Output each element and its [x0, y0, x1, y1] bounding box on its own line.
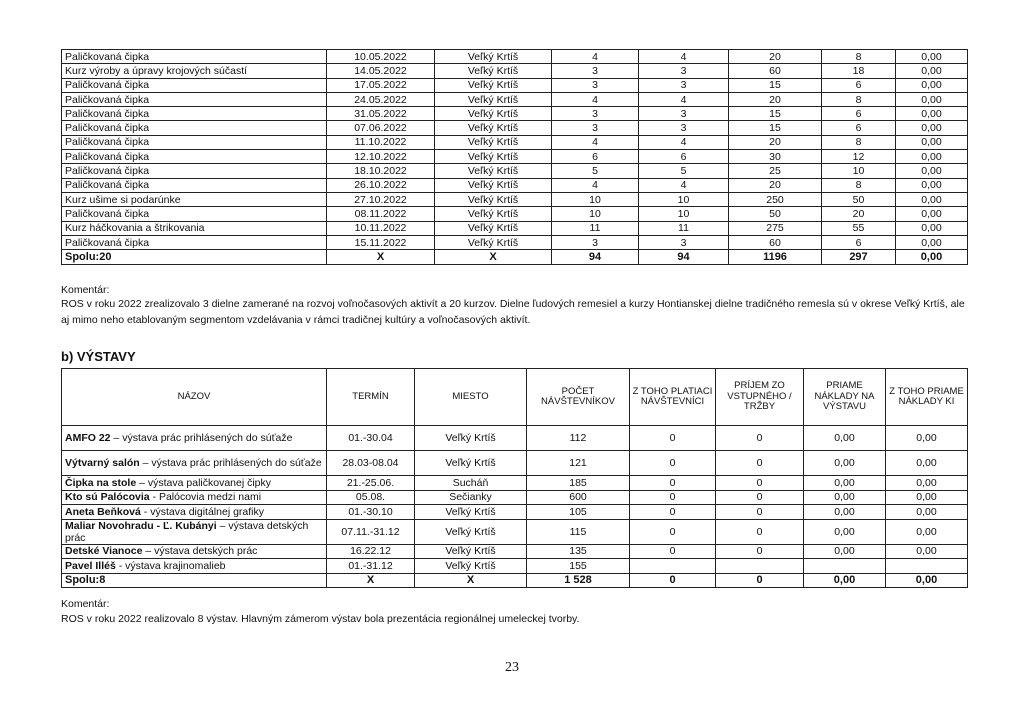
courses-comment-text: ROS v roku 2022 zrealizovalo 3 dielne zamerané na rozvoj voľnočasových aktivít a 20 kurzov. Dielne ľudových remesiel a kurzy Hontianskej dielne tradičného remesla sú v okrese Veľký Krtíš, ale aj mimo neho etablovaným segmentom vzdelávania v rámci tradičnej kultúry a voľnočasových aktivít.: [61, 298, 965, 326]
exhibition-ki-cell: 0,00: [886, 519, 968, 544]
exhibition-visitors-cell: 121: [527, 451, 630, 476]
exhibition-title: Maliar Novohradu - Ľ. Kubányi: [65, 519, 217, 532]
course-total-cell: 94: [552, 250, 639, 265]
course-c2-cell: 11: [639, 221, 729, 235]
course-c4-cell: 8: [822, 50, 896, 64]
course-c2-cell: 3: [639, 64, 729, 78]
exhibition-visitors-cell: 112: [527, 426, 630, 451]
table-row: [62, 150, 968, 164]
course-c4-cell: 8: [822, 178, 896, 192]
course-date-cell: 31.05.2022: [327, 107, 435, 121]
course-date-cell: 10.05.2022: [327, 50, 435, 64]
course-c4-cell: 18: [822, 64, 896, 78]
exhibition-name-cell: [62, 519, 327, 544]
exhibition-name-cell: [62, 426, 327, 451]
course-c3-cell: 20: [729, 178, 822, 192]
table-row: [62, 192, 968, 206]
course-date-cell: 12.10.2022: [327, 150, 435, 164]
course-c1-cell: 4: [552, 50, 639, 64]
exhibition-total-cell: Spolu:8: [62, 573, 327, 588]
exhibition-paying-cell: 0: [630, 544, 716, 559]
table-row: [62, 476, 968, 491]
table-row: [62, 135, 968, 149]
table-row: [62, 490, 968, 505]
exhibition-ki-cell: 0,00: [886, 451, 968, 476]
course-place-cell: Veľký Krtíš: [435, 221, 552, 235]
table-row: [62, 235, 968, 249]
exhibition-costs-cell: 0,00: [804, 476, 886, 491]
course-name-cell: Paličkovaná čipka: [62, 121, 327, 135]
exhibition-term-cell: 28.03-08.04: [327, 451, 415, 476]
exhibition-income-cell: [716, 559, 804, 574]
course-c1-cell: 3: [552, 121, 639, 135]
table-row: [62, 121, 968, 135]
course-place-cell: Veľký Krtíš: [435, 164, 552, 178]
exhibition-income-cell: 0: [716, 476, 804, 491]
exhibition-place-cell: Sucháň: [415, 476, 527, 491]
courses-total-row: [62, 250, 968, 265]
exhibition-income-cell: 0: [716, 544, 804, 559]
course-c4-cell: 20: [822, 207, 896, 221]
exhibition-visitors-cell: 185: [527, 476, 630, 491]
exhibition-title: Výtvarný salón: [65, 457, 140, 469]
exhibition-visitors-cell: 115: [527, 519, 630, 544]
exhibitions-table: [61, 368, 968, 588]
exhibition-place-cell: Veľký Krtíš: [415, 519, 527, 544]
course-c5-cell: 0,00: [896, 150, 968, 164]
exhibition-title: Kto sú Palócovia: [65, 491, 150, 504]
course-c2-cell: 3: [639, 78, 729, 92]
table-row: [62, 221, 968, 235]
course-c1-cell: 4: [552, 92, 639, 106]
course-c1-cell: 4: [552, 135, 639, 149]
exhibition-paying-cell: 0: [630, 426, 716, 451]
course-c5-cell: 0,00: [896, 135, 968, 149]
course-c4-cell: 8: [822, 135, 896, 149]
course-name-cell: Paličkovaná čipka: [62, 107, 327, 121]
course-total-cell: 0,00: [896, 250, 968, 265]
exhibition-description: – výstava paličkovanej čipky: [136, 476, 272, 489]
course-c2-cell: 4: [639, 135, 729, 149]
exhibition-total-cell: 0: [716, 573, 804, 588]
exhibition-costs-cell: 0,00: [804, 544, 886, 559]
exhibition-income-cell: 0: [716, 426, 804, 451]
course-name-cell: Paličkovaná čipka: [62, 164, 327, 178]
course-c2-cell: 6: [639, 150, 729, 164]
exhibition-paying-cell: 0: [630, 476, 716, 491]
course-date-cell: 14.05.2022: [327, 64, 435, 78]
exhibitions-header-cell: NÁZOV: [62, 369, 327, 426]
exhibition-name-cell: [62, 505, 327, 520]
exhibition-name-cell: [62, 490, 327, 505]
exhibition-title: AMFO 22: [65, 432, 111, 444]
exhibitions-header-row: [62, 369, 968, 426]
course-c3-cell: 30: [729, 150, 822, 164]
table-row: [62, 207, 968, 221]
course-place-cell: Veľký Krtíš: [435, 121, 552, 135]
exhibition-description: – výstava detských prác: [142, 545, 258, 558]
exhibition-costs-cell: [804, 559, 886, 574]
course-c4-cell: 6: [822, 121, 896, 135]
exhibition-income-cell: 0: [716, 519, 804, 544]
exhibition-title: Aneta Beňková: [65, 505, 141, 518]
course-c3-cell: 250: [729, 192, 822, 206]
exhibition-paying-cell: [630, 559, 716, 574]
exhibition-ki-cell: 0,00: [886, 544, 968, 559]
table-row: [62, 50, 968, 64]
exhibition-title: Čipka na stole: [65, 476, 137, 489]
exhibitions-header-cell: PRIAME NÁKLADY NA VÝSTAVU: [804, 369, 886, 426]
course-c1-cell: 10: [552, 207, 639, 221]
course-c1-cell: 6: [552, 150, 639, 164]
course-total-cell: X: [327, 250, 435, 265]
exhibition-term-cell: 05.08.: [327, 490, 415, 505]
exhibition-costs-cell: 0,00: [804, 451, 886, 476]
course-c5-cell: 0,00: [896, 50, 968, 64]
course-place-cell: Veľký Krtíš: [435, 192, 552, 206]
exhibitions-section-title: b) VÝSTAVY: [61, 349, 136, 364]
course-date-cell: 10.11.2022: [327, 221, 435, 235]
course-c5-cell: 0,00: [896, 164, 968, 178]
exhibitions-header-cell: POČET NÁVŠTEVNÍKOV: [527, 369, 630, 426]
course-name-cell: Paličkovaná čipka: [62, 178, 327, 192]
table-row: [62, 544, 968, 559]
course-c4-cell: 6: [822, 107, 896, 121]
course-c5-cell: 0,00: [896, 64, 968, 78]
course-c1-cell: 3: [552, 107, 639, 121]
course-c2-cell: 4: [639, 50, 729, 64]
course-c4-cell: 6: [822, 235, 896, 249]
exhibition-term-cell: 07.11.-31.12: [327, 519, 415, 544]
exhibition-name-cell: [62, 544, 327, 559]
exhibition-visitors-cell: 105: [527, 505, 630, 520]
course-c1-cell: 4: [552, 178, 639, 192]
exhibition-costs-cell: 0,00: [804, 490, 886, 505]
exhibition-description: - výstava digitálnej grafiky: [140, 505, 264, 518]
course-date-cell: 08.11.2022: [327, 207, 435, 221]
course-c4-cell: 8: [822, 92, 896, 106]
course-date-cell: 17.05.2022: [327, 78, 435, 92]
exhibition-total-cell: 0: [630, 573, 716, 588]
exhibition-name-cell: [62, 451, 327, 476]
exhibition-description: – výstava detských prác: [65, 519, 309, 544]
exhibition-total-cell: X: [415, 573, 527, 588]
course-c3-cell: 60: [729, 235, 822, 249]
table-row: [62, 164, 968, 178]
course-c5-cell: 0,00: [896, 121, 968, 135]
course-name-cell: Paličkovaná čipka: [62, 235, 327, 249]
exhibitions-comment-label: Komentár:: [61, 598, 110, 610]
course-date-cell: 07.06.2022: [327, 121, 435, 135]
exhibition-place-cell: Sečianky: [415, 490, 527, 505]
exhibition-total-cell: 0,00: [886, 573, 968, 588]
exhibition-ki-cell: 0,00: [886, 476, 968, 491]
exhibition-visitors-cell: 135: [527, 544, 630, 559]
table-row: [62, 64, 968, 78]
exhibitions-header-cell: TERMÍN: [327, 369, 415, 426]
exhibition-costs-cell: 0,00: [804, 426, 886, 451]
exhibition-title: Pavel Illéš: [65, 559, 116, 572]
exhibition-ki-cell: [886, 559, 968, 574]
exhibition-title: Detské Vianoce: [65, 545, 143, 558]
course-name-cell: Kurz výroby a úpravy krojových súčastí: [62, 64, 327, 78]
exhibition-ki-cell: 0,00: [886, 426, 968, 451]
course-total-cell: X: [435, 250, 552, 265]
course-place-cell: Veľký Krtíš: [435, 178, 552, 192]
exhibition-place-cell: Veľký Krtíš: [415, 544, 527, 559]
course-date-cell: 27.10.2022: [327, 192, 435, 206]
course-c3-cell: 275: [729, 221, 822, 235]
course-date-cell: 15.11.2022: [327, 235, 435, 249]
course-c3-cell: 20: [729, 135, 822, 149]
course-c3-cell: 60: [729, 64, 822, 78]
table-row: [62, 107, 968, 121]
course-c5-cell: 0,00: [896, 178, 968, 192]
course-name-cell: Paličkovaná čipka: [62, 78, 327, 92]
course-name-cell: Paličkovaná čipka: [62, 50, 327, 64]
course-name-cell: Kurz háčkovania a štrikovania: [62, 221, 327, 235]
exhibition-paying-cell: 0: [630, 519, 716, 544]
course-c5-cell: 0,00: [896, 192, 968, 206]
exhibition-place-cell: Veľký Krtíš: [415, 505, 527, 520]
exhibition-term-cell: 21.-25.06.: [327, 476, 415, 491]
course-c2-cell: 4: [639, 92, 729, 106]
table-row: [62, 78, 968, 92]
exhibition-name-cell: [62, 559, 327, 574]
course-c1-cell: 3: [552, 78, 639, 92]
course-c3-cell: 15: [729, 78, 822, 92]
exhibitions-header-cell: MIESTO: [415, 369, 527, 426]
course-c3-cell: 25: [729, 164, 822, 178]
course-c3-cell: 20: [729, 92, 822, 106]
exhibition-description: - výstava krajinomalieb: [115, 559, 226, 572]
exhibition-costs-cell: 0,00: [804, 505, 886, 520]
exhibition-total-cell: 0,00: [804, 573, 886, 588]
courses-table: [61, 49, 968, 265]
course-total-cell: 94: [639, 250, 729, 265]
exhibition-visitors-cell: 600: [527, 490, 630, 505]
course-c5-cell: 0,00: [896, 78, 968, 92]
course-c5-cell: 0,00: [896, 92, 968, 106]
exhibition-paying-cell: 0: [630, 451, 716, 476]
exhibitions-header-cell: Z TOHO PLATIACI NÁVŠTEVNÍCI: [630, 369, 716, 426]
exhibition-income-cell: 0: [716, 451, 804, 476]
table-row: [62, 178, 968, 192]
table-row: [62, 426, 968, 451]
table-row: [62, 559, 968, 574]
table-row: [62, 451, 968, 476]
exhibition-place-cell: Veľký Krtíš: [415, 451, 527, 476]
exhibition-total-cell: 1 528: [527, 573, 630, 588]
course-c4-cell: 10: [822, 164, 896, 178]
exhibition-income-cell: 0: [716, 505, 804, 520]
exhibition-total-cell: X: [327, 573, 415, 588]
course-place-cell: Veľký Krtíš: [435, 78, 552, 92]
exhibition-costs-cell: 0,00: [804, 519, 886, 544]
course-place-cell: Veľký Krtíš: [435, 150, 552, 164]
course-c4-cell: 6: [822, 78, 896, 92]
exhibition-place-cell: Veľký Krtíš: [415, 559, 527, 574]
exhibition-term-cell: 01.-30.04: [327, 426, 415, 451]
course-c2-cell: 3: [639, 235, 729, 249]
course-c2-cell: 3: [639, 107, 729, 121]
course-c1-cell: 10: [552, 192, 639, 206]
exhibition-name-cell: [62, 476, 327, 491]
course-c3-cell: 15: [729, 107, 822, 121]
table-row: [62, 505, 968, 520]
exhibition-visitors-cell: 155: [527, 559, 630, 574]
table-row: [62, 519, 968, 544]
exhibitions-total-row: [62, 573, 968, 588]
course-c2-cell: 5: [639, 164, 729, 178]
course-place-cell: Veľký Krtíš: [435, 207, 552, 221]
exhibitions-comment-text: ROS v roku 2022 realizovalo 8 výstav. Hlavným zámerom výstav bola prezentácia regionálnej umeleckej tvorby.: [61, 613, 580, 625]
course-c4-cell: 12: [822, 150, 896, 164]
exhibitions-header-cell: PRÍJEM ZO VSTUPNÉHO / TRŽBY: [716, 369, 804, 426]
course-date-cell: 18.10.2022: [327, 164, 435, 178]
course-c3-cell: 15: [729, 121, 822, 135]
exhibition-description: – výstava prác prihlásených do súťaže: [110, 432, 293, 444]
exhibition-paying-cell: 0: [630, 490, 716, 505]
course-c1-cell: 3: [552, 64, 639, 78]
exhibition-term-cell: 01.-31.12: [327, 559, 415, 574]
course-place-cell: Veľký Krtíš: [435, 50, 552, 64]
course-name-cell: Paličkovaná čipka: [62, 92, 327, 106]
course-place-cell: Veľký Krtíš: [435, 235, 552, 249]
course-c3-cell: 20: [729, 50, 822, 64]
course-c2-cell: 10: [639, 192, 729, 206]
course-c2-cell: 10: [639, 207, 729, 221]
exhibition-description: - Palócovia medzi nami: [149, 491, 262, 504]
course-c4-cell: 55: [822, 221, 896, 235]
course-c3-cell: 50: [729, 207, 822, 221]
course-total-cell: Spolu:20: [62, 250, 327, 265]
exhibition-place-cell: Veľký Krtíš: [415, 426, 527, 451]
course-total-cell: 297: [822, 250, 896, 265]
course-place-cell: Veľký Krtíš: [435, 107, 552, 121]
course-place-cell: Veľký Krtíš: [435, 92, 552, 106]
table-row: [62, 92, 968, 106]
course-date-cell: 11.10.2022: [327, 135, 435, 149]
course-c1-cell: 3: [552, 235, 639, 249]
course-c1-cell: 5: [552, 164, 639, 178]
exhibition-ki-cell: 0,00: [886, 505, 968, 520]
course-c5-cell: 0,00: [896, 235, 968, 249]
course-name-cell: Paličkovaná čipka: [62, 135, 327, 149]
course-c5-cell: 0,00: [896, 107, 968, 121]
exhibition-income-cell: 0: [716, 490, 804, 505]
course-c2-cell: 4: [639, 178, 729, 192]
course-c2-cell: 3: [639, 121, 729, 135]
exhibition-ki-cell: 0,00: [886, 490, 968, 505]
exhibition-description: – výstava prác prihlásených do súťaže: [139, 457, 322, 469]
exhibition-paying-cell: 0: [630, 505, 716, 520]
course-name-cell: Paličkovaná čipka: [62, 150, 327, 164]
course-date-cell: 26.10.2022: [327, 178, 435, 192]
course-place-cell: Veľký Krtíš: [435, 135, 552, 149]
exhibitions-header-cell: Z TOHO PRIAME NÁKLADY KI: [886, 369, 968, 426]
page-number: 23: [505, 660, 519, 675]
course-total-cell: 1196: [729, 250, 822, 265]
course-c5-cell: 0,00: [896, 221, 968, 235]
course-name-cell: Kurz ušime si podarúnke: [62, 192, 327, 206]
course-c1-cell: 11: [552, 221, 639, 235]
course-place-cell: Veľký Krtíš: [435, 64, 552, 78]
course-name-cell: Paličkovaná čipka: [62, 207, 327, 221]
course-c4-cell: 50: [822, 192, 896, 206]
course-c5-cell: 0,00: [896, 207, 968, 221]
courses-comment-label: Komentár:: [61, 284, 110, 296]
exhibition-term-cell: 16.22.12: [327, 544, 415, 559]
course-date-cell: 24.05.2022: [327, 92, 435, 106]
exhibition-term-cell: 01.-30.10: [327, 505, 415, 520]
